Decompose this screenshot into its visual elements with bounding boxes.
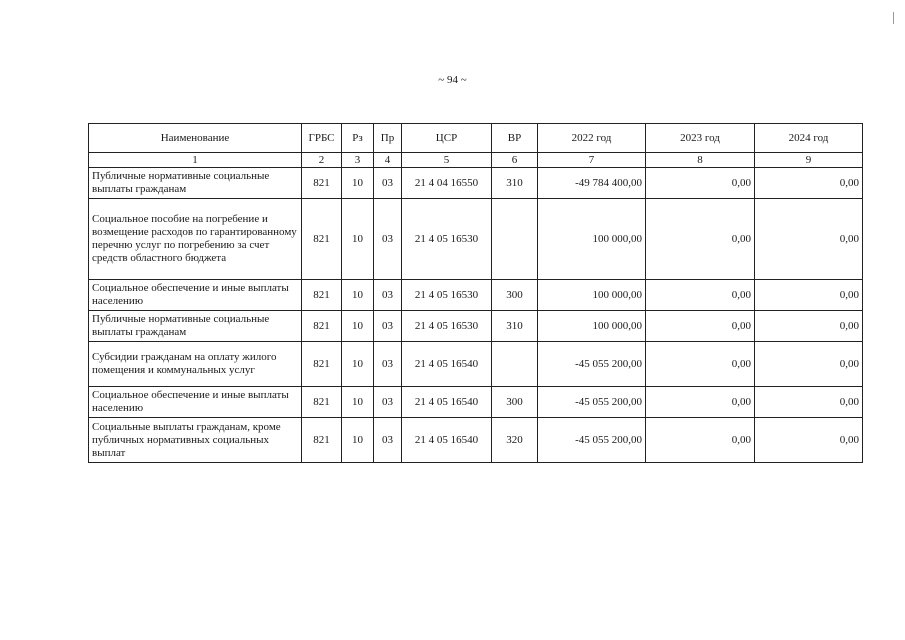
header-2023: 2023 год xyxy=(646,124,755,153)
row-rz: 10 xyxy=(342,168,374,199)
table-row xyxy=(89,311,863,342)
row-2023: 0,00 xyxy=(646,418,755,463)
row-name: Социальное пособие на погребение и возмещение расходов по гарантированному перечню услуг по погребению за счет средств областного бюджета xyxy=(89,199,302,280)
header-grbs: ГРБС xyxy=(302,124,342,153)
row-pr: 03 xyxy=(374,280,402,311)
row-pr: 03 xyxy=(374,199,402,280)
column-number: 3 xyxy=(342,153,374,168)
table-row xyxy=(89,168,863,199)
row-2024: 0,00 xyxy=(755,342,863,387)
row-csr: 21 4 05 16530 xyxy=(402,199,492,280)
row-vr: 310 xyxy=(492,311,538,342)
row-name: Публичные нормативные социальные выплаты гражданам xyxy=(89,168,302,199)
row-pr: 03 xyxy=(374,168,402,199)
row-2023: 0,00 xyxy=(646,280,755,311)
row-2023: 0,00 xyxy=(646,199,755,280)
column-number-row xyxy=(89,153,863,168)
row-grbs: 821 xyxy=(302,199,342,280)
column-number: 1 xyxy=(89,153,302,168)
row-2024: 0,00 xyxy=(755,168,863,199)
header-2024: 2024 год xyxy=(755,124,863,153)
header-pr: Пр xyxy=(374,124,402,153)
row-csr: 21 4 05 16530 xyxy=(402,311,492,342)
row-pr: 03 xyxy=(374,418,402,463)
row-csr: 21 4 05 16530 xyxy=(402,280,492,311)
row-vr: 300 xyxy=(492,387,538,418)
row-grbs: 821 xyxy=(302,280,342,311)
header-2022: 2022 год xyxy=(538,124,646,153)
row-grbs: 821 xyxy=(302,168,342,199)
scan-edge-mark xyxy=(893,12,894,24)
row-rz: 10 xyxy=(342,387,374,418)
table-row xyxy=(89,387,863,418)
row-rz: 10 xyxy=(342,418,374,463)
row-name: Социальное обеспечение и иные выплаты населению xyxy=(89,387,302,418)
row-vr: 310 xyxy=(492,168,538,199)
row-2023: 0,00 xyxy=(646,168,755,199)
column-number: 2 xyxy=(302,153,342,168)
header-vr: ВР xyxy=(492,124,538,153)
row-pr: 03 xyxy=(374,387,402,418)
row-name: Социальное обеспечение и иные выплаты населению xyxy=(89,280,302,311)
row-2024: 0,00 xyxy=(755,199,863,280)
row-2022: -45 055 200,00 xyxy=(538,418,646,463)
row-2022: -45 055 200,00 xyxy=(538,387,646,418)
row-2023: 0,00 xyxy=(646,387,755,418)
page-number: ~ 94 ~ xyxy=(438,74,467,86)
row-2023: 0,00 xyxy=(646,311,755,342)
row-rz: 10 xyxy=(342,199,374,280)
row-vr: 320 xyxy=(492,418,538,463)
column-number: 4 xyxy=(374,153,402,168)
row-grbs: 821 xyxy=(302,342,342,387)
column-number: 6 xyxy=(492,153,538,168)
row-csr: 21 4 05 16540 xyxy=(402,418,492,463)
row-vr xyxy=(492,342,538,387)
row-2024: 0,00 xyxy=(755,280,863,311)
row-csr: 21 4 05 16540 xyxy=(402,342,492,387)
row-pr: 03 xyxy=(374,311,402,342)
row-name: Социальные выплаты гражданам, кроме публичных нормативных социальных выплат xyxy=(89,418,302,463)
column-number: 7 xyxy=(538,153,646,168)
row-name: Субсидии гражданам на оплату жилого помещения и коммунальных услуг xyxy=(89,342,302,387)
table-row xyxy=(89,280,863,311)
row-vr: 300 xyxy=(492,280,538,311)
column-number: 8 xyxy=(646,153,755,168)
row-csr: 21 4 04 16550 xyxy=(402,168,492,199)
header-row xyxy=(89,124,863,153)
row-2024: 0,00 xyxy=(755,387,863,418)
row-vr xyxy=(492,199,538,280)
header-name: Наименование xyxy=(89,124,302,153)
row-2024: 0,00 xyxy=(755,418,863,463)
row-2022: -49 784 400,00 xyxy=(538,168,646,199)
budget-table xyxy=(88,123,863,463)
row-2024: 0,00 xyxy=(755,311,863,342)
table-row xyxy=(89,199,863,280)
table-row xyxy=(89,342,863,387)
row-2022: -45 055 200,00 xyxy=(538,342,646,387)
header-rz: Рз xyxy=(342,124,374,153)
row-grbs: 821 xyxy=(302,311,342,342)
row-name: Публичные нормативные социальные выплаты гражданам xyxy=(89,311,302,342)
table-row xyxy=(89,418,863,463)
row-2022: 100 000,00 xyxy=(538,199,646,280)
column-number: 9 xyxy=(755,153,863,168)
row-grbs: 821 xyxy=(302,387,342,418)
row-grbs: 821 xyxy=(302,418,342,463)
row-csr: 21 4 05 16540 xyxy=(402,387,492,418)
row-2022: 100 000,00 xyxy=(538,280,646,311)
row-rz: 10 xyxy=(342,342,374,387)
column-number: 5 xyxy=(402,153,492,168)
row-2023: 0,00 xyxy=(646,342,755,387)
row-rz: 10 xyxy=(342,311,374,342)
row-2022: 100 000,00 xyxy=(538,311,646,342)
row-pr: 03 xyxy=(374,342,402,387)
header-csr: ЦСР xyxy=(402,124,492,153)
row-rz: 10 xyxy=(342,280,374,311)
